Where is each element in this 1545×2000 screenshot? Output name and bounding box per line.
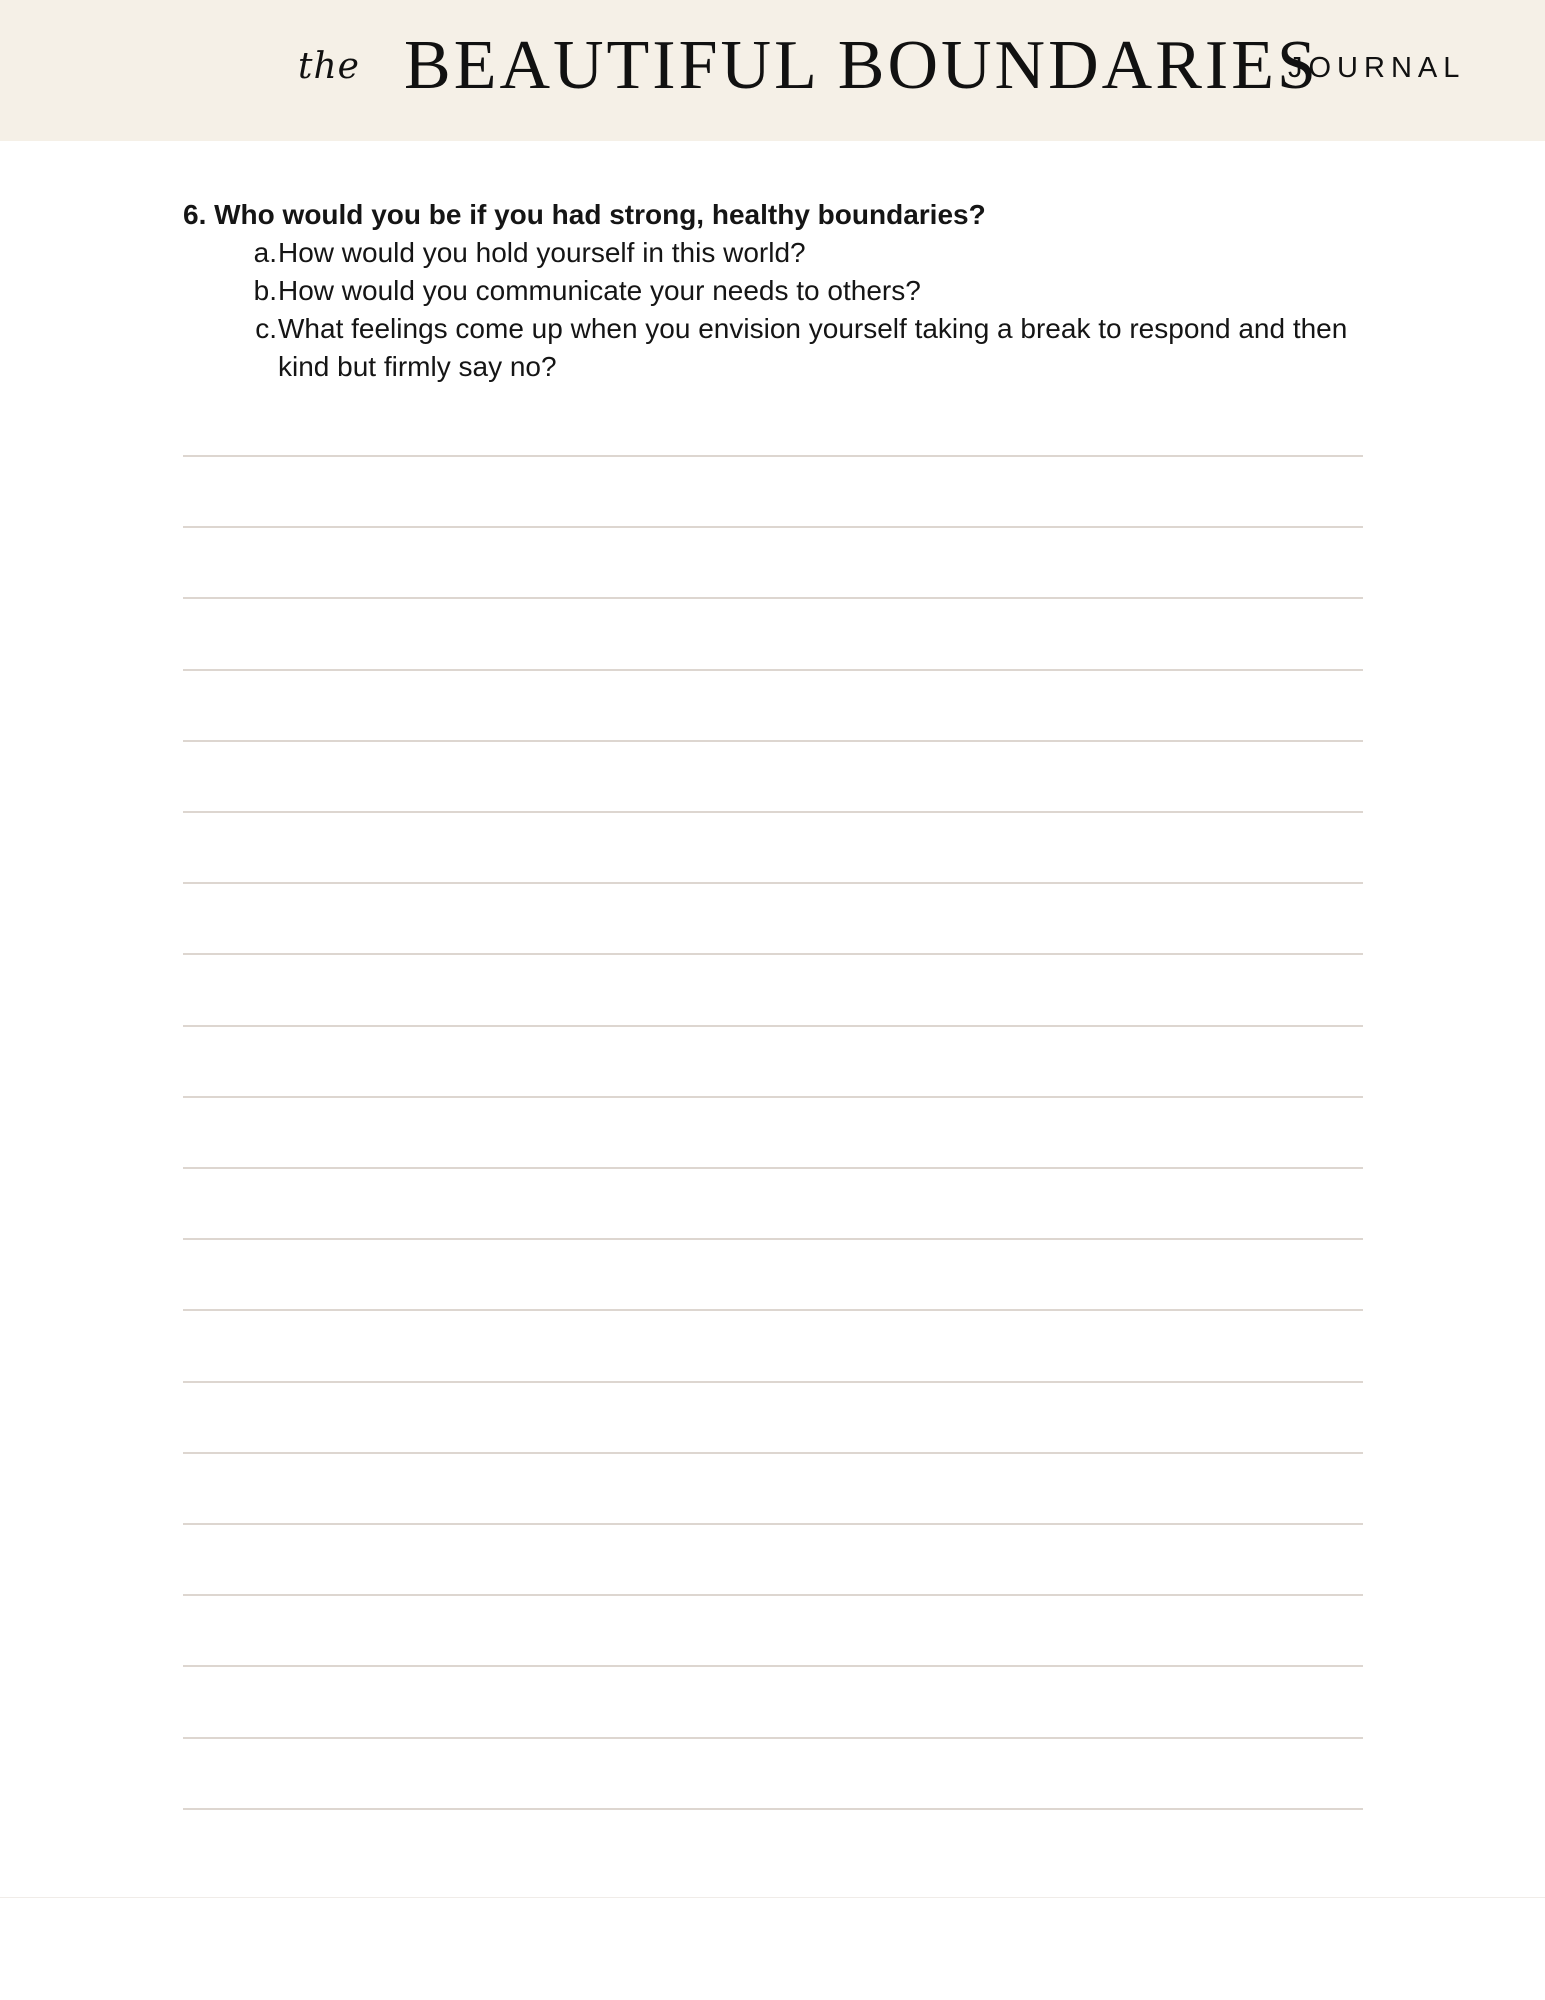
sub-question-marker: a. (253, 237, 277, 268)
writing-line (183, 669, 1363, 671)
writing-line (183, 1594, 1363, 1596)
writing-line (183, 1665, 1363, 1667)
footer-divider (0, 1897, 1545, 1898)
sub-question-text: How would you hold yourself in this world? (278, 237, 806, 268)
writing-line (183, 455, 1363, 457)
writing-line (183, 811, 1363, 813)
sub-question-marker: b. (253, 275, 277, 306)
writing-line (183, 740, 1363, 742)
sub-question-text: How would you communicate your needs to others? (278, 275, 921, 306)
writing-line (183, 1167, 1363, 1169)
writing-area[interactable] (183, 0, 1363, 2000)
brand-title: BEAUTIFUL BOUNDARIES (404, 27, 1319, 104)
writing-line (183, 1238, 1363, 1240)
writing-line (183, 953, 1363, 955)
writing-line (183, 1025, 1363, 1027)
writing-line (183, 1309, 1363, 1311)
writing-line (183, 1808, 1363, 1810)
writing-line (183, 1096, 1363, 1098)
writing-line (183, 1381, 1363, 1383)
writing-line (183, 1452, 1363, 1454)
sub-question-text: What feelings come up when you envision yourself taking a break to respond and then kind but firmly say no? (278, 313, 1348, 382)
brand-prefix: the (298, 46, 360, 87)
writing-line (183, 1523, 1363, 1525)
prompt-question: 6. Who would you be if you had strong, healthy boundaries? (183, 199, 986, 230)
writing-line (183, 597, 1363, 599)
writing-line (183, 882, 1363, 884)
sub-question-marker: c. (255, 313, 277, 344)
writing-line (183, 1737, 1363, 1739)
brand-suffix: JOURNAL (1288, 52, 1466, 84)
writing-line (183, 526, 1363, 528)
